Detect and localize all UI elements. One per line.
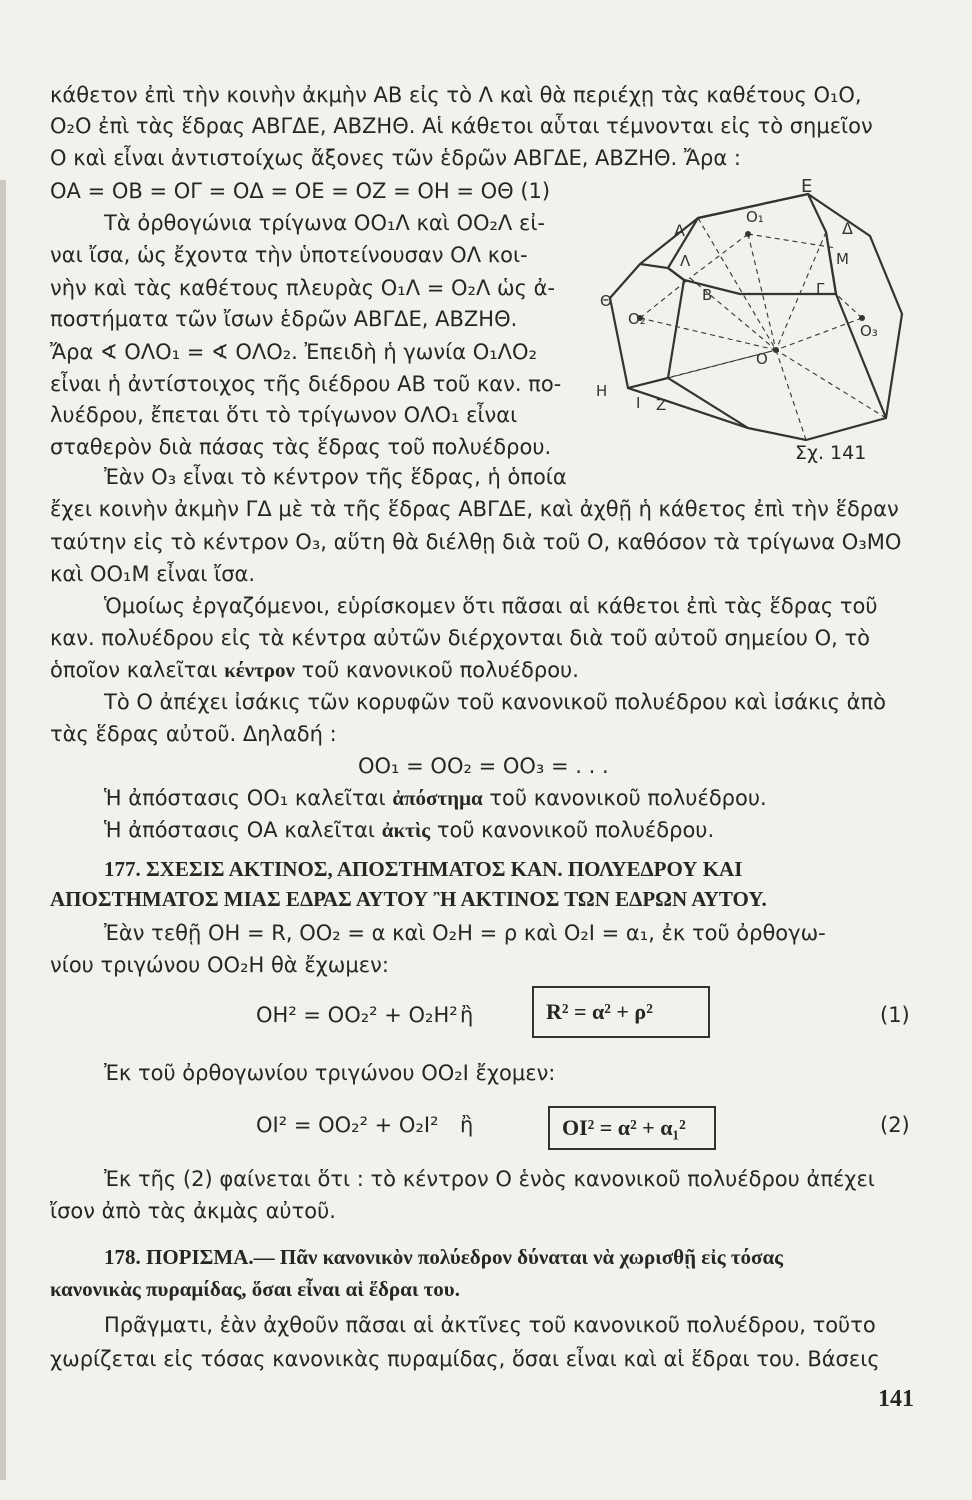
or-word: ἢ: [460, 1113, 474, 1137]
text-run: τοῦ κανονικοῦ πολυέδρου.: [301, 658, 579, 682]
equation-number-1: (1): [880, 1003, 910, 1027]
polyhedron-figure: [580, 178, 920, 468]
text-line: Ο καὶ εἶναι ἀντιστοίχως ἄξονες τῶν ἑδρῶν ΑΒΓΔΕ, ΑΒΖΗΘ. Ἄρα :: [50, 146, 741, 170]
label-M: Μ: [836, 250, 849, 268]
figure-caption: Σχ. 141: [795, 442, 867, 464]
text-line: τὰς ἕδρας αὐτοῦ. Δηλαδή :: [50, 722, 337, 746]
text-line: εἶναι ἡ ἀντίστοιχος τῆς διέδρου ΑΒ τοῦ καν. πο-: [50, 372, 562, 396]
text-run: Ἡ ἀπόστασις ΟΟ₁ καλεῖται: [104, 786, 386, 810]
label-O2: Ο₂: [628, 310, 646, 328]
equation-3-left: ΟΙ² = ΟΟ₂² + Ο₂Ι²: [256, 1113, 439, 1137]
text-line: Ἐκ τοῦ ὀρθογωνίου τριγώνου ΟΟ₂Ι ἔχομεν:: [104, 1061, 556, 1085]
label-Th: Θ: [600, 292, 612, 310]
text-line: νὴν καὶ τὰς καθέτους πλευρὰς Ο₁Λ = Ο₂Λ ὡς ἀ-: [50, 276, 555, 300]
label-E: Ε: [801, 178, 813, 197]
text-line: [104, 785, 767, 811]
edge-GD: [826, 232, 836, 294]
equation-number-2: (2): [880, 1113, 910, 1137]
section-177-heading: 177. ΣΧΕΣΙΣ ΑΚΤΙΝΟΣ, ΑΠΟΣΤΗΜΑΤΟΣ ΚΑΝ. ΠΟΛΥΕΔΡΟΥ ΚΑΙ: [104, 857, 743, 881]
label-H: Η: [596, 382, 608, 400]
equation-2-left: ΟΗ² = ΟΟ₂² + Ο₂Η²: [256, 1003, 458, 1027]
label-A: Α: [674, 221, 685, 240]
text-line: Τὰ ὀρθογώνια τρίγωνα ΟΟ₁Λ καὶ ΟΟ₂Λ εἰ-: [104, 211, 545, 235]
outer-outline: [610, 194, 902, 440]
label-G: Γ: [816, 280, 825, 298]
text-line: κάθετον ἐπὶ τὴν κοινὴν ἀκμὴν ΑΒ εἰς τὸ Λ καὶ θὰ περιέχῃ τὰς καθέτους Ο₁Ο,: [50, 83, 862, 107]
text-line: [50, 657, 579, 683]
text-line: ποστήματα τῶν ἴσων ἑδρῶν ΑΒΓΔΕ, ΑΒΖΗΘ.: [50, 307, 518, 331]
edge-ZH: [668, 378, 748, 428]
formula-box-2: ΟΙ² = α² + α₁²: [548, 1106, 716, 1150]
text-line: νίου τριγώνου ΟΟ₂Η θὰ ἔχωμεν:: [50, 953, 389, 977]
section-178-heading-cont: κανονικὰς πυραμίδας, ὅσαι εἶναι αἱ ἕδραι του.: [50, 1277, 460, 1301]
text-line: καν. πολυέδρου εἰς τὰ κέντρα αὐτῶν διέρχονται διὰ τοῦ αὐτοῦ σημείου Ο, τὸ: [50, 626, 870, 650]
face-third: [836, 294, 886, 418]
label-O3: Ο₃: [860, 322, 878, 340]
label-O: Ο: [756, 350, 768, 368]
page-number: 141: [878, 1386, 914, 1412]
label-B: Β: [702, 286, 713, 304]
label-D: Δ: [842, 219, 853, 238]
text-run: τοῦ κανονικοῦ πολυέδρου.: [489, 786, 767, 810]
text-line: Πρᾶγματι, ἐὰν ἀχθοῦν πᾶσαι αἱ ἀκτῖνες τοῦ κανονικοῦ πολυέδρου, τοῦτο: [104, 1313, 876, 1337]
label-I: Ι: [636, 394, 641, 412]
label-Z: Ζ: [656, 396, 667, 414]
formula-box-1: R² = α² + ρ²: [532, 986, 710, 1038]
text-line: καὶ ΟΟ₁Μ εἶναι ἴσα.: [50, 562, 256, 586]
text-line: [104, 817, 714, 843]
term-apostima: ἀπόστημα: [392, 786, 483, 810]
term-kentron: κέντρον: [224, 658, 295, 682]
label-O1: Ο₁: [746, 208, 764, 226]
text-line: λυέδρου, ἔπεται ὅτι τὸ τρίγωνον ΟΛΟ₁ εἶναι: [50, 403, 518, 427]
section-177-heading-cont: ΑΠΟΣΤΗΜΑΤΟΣ ΜΙΑΣ ΕΔΡΑΣ ΑΥΤΟΥ Ἢ ΑΚΤΙΝΟΣ ΤΩΝ ΕΔΡΩΝ ΑΥΤΟΥ.: [50, 887, 767, 911]
text-line: Ἐὰν τεθῇ ΟΗ = R, ΟΟ₂ = α καὶ Ο₂Η = ρ καὶ Ο₂Ι = α₁, ἐκ τοῦ ὀρθογω-: [104, 921, 826, 945]
text-line: Ἐὰν Ο₃ εἶναι τὸ κέντρον τῆς ἕδρας, ἡ ὁποία: [104, 465, 567, 489]
text-line: χωρίζεται εἰς τόσας κανονικὰς πυραμίδας, ὅσαι εἶναι καὶ αἱ ἕδραι του. Βάσεις: [50, 1347, 880, 1371]
term-aktis: ἀκτὶς: [381, 818, 431, 842]
text-line: σταθερὸν διὰ πάσας τὰς ἕδρας τοῦ πολυέδρου.: [50, 435, 552, 459]
text-line: Ὁμοίως ἐργαζόμενοι, εὑρίσκομεν ὅτι πᾶσαι αἱ κάθετοι ἐπὶ τὰς ἕδρας τοῦ: [104, 594, 878, 618]
text-run: ὁποῖον καλεῖται: [50, 658, 218, 682]
text-run: τοῦ κανονικοῦ πολυέδρου.: [436, 818, 715, 842]
margin-shadow: [0, 180, 6, 1480]
text-line: ναι ἴσα, ὡς ἔχοντα τὴν ὑποτείνουσαν ΟΛ κοι-: [50, 243, 528, 267]
text-line: ἔχει κοινὴν ἀκμὴν ΓΔ μὲ τὰ τῆς ἕδρας ΑΒΓΔΕ, καὶ ἀχθῇ ἡ κάθετος ἐπὶ τὴν ἕδραν: [50, 497, 899, 521]
equation-apostima: ΟΟ₁ = ΟΟ₂ = ΟΟ₃ = . . .: [358, 754, 609, 778]
text-line: ἴσον ἀπὸ τὰς ἀκμὰς αὐτοῦ.: [50, 1199, 336, 1223]
label-L: Λ: [680, 252, 691, 270]
text-line: Ἐκ τῆς (2) φαίνεται ὅτι : τὸ κέντρον Ο ἑνὸς κανονικοῦ πολυέδρου ἀπέχει: [104, 1167, 875, 1191]
text-line: Ο₂Ο ἐπὶ τὰς ἕδρας ΑΒΓΔΕ, ΑΒΖΗΘ. Αἱ κάθετοι αὗται τέμνονται εἰς τὸ σημεῖον: [50, 114, 873, 138]
text-line: Τὸ Ο ἀπέχει ἰσάκις τῶν κορυφῶν τοῦ κανονικοῦ πολυέδρου καὶ ἰσάκις ἀπὸ: [104, 690, 886, 714]
text-run: Ἡ ἀπόστασις ΟΑ καλεῖται: [104, 818, 376, 842]
section-178-heading: 178. ΠΟΡΙΣΜΑ.— Πᾶν κανονικὸν πολύεδρον δύναται νὰ χωρισθῇ εἰς τόσας: [104, 1245, 784, 1269]
text-line: ταύτην εἰς τὸ κέντρον Ο₃, αὕτη θὰ διέλθῃ διὰ τοῦ Ο, καθόσον τὰ τρίγωνα Ο₃ΜΟ: [50, 530, 902, 554]
text-line: Ἄρα ∢ ΟΛΟ₁ = ∢ ΟΛΟ₂. Ἐπειδὴ ἡ γωνία Ο₁ΛΟ₂: [50, 340, 537, 364]
equation-1: ΟΑ = ΟΒ = ΟΓ = ΟΔ = ΟΕ = ΟΖ = ΟΗ = ΟΘ (1): [50, 179, 551, 203]
or-word: ἢ: [460, 1003, 474, 1027]
